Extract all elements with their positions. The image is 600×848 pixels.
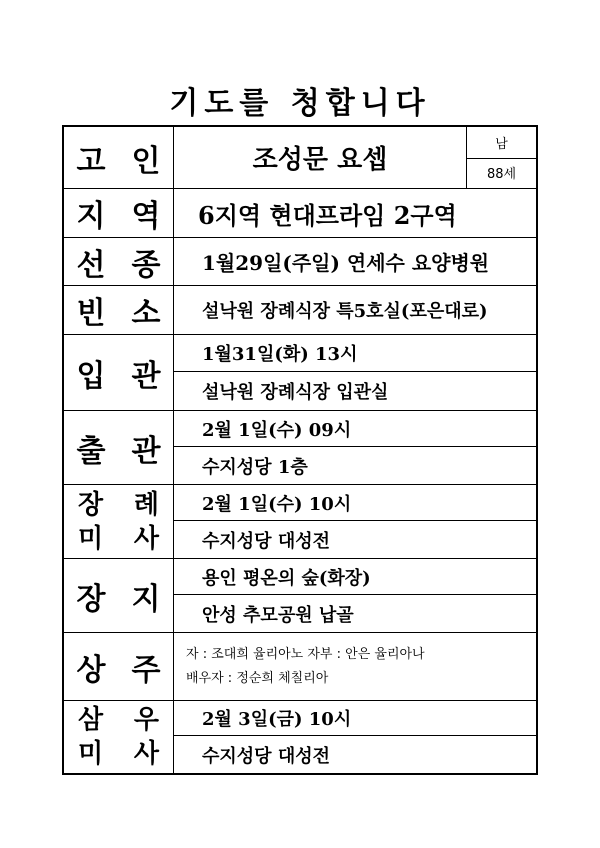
label-encoffin: 입 관	[64, 335, 174, 410]
label-line-1: 장 례	[78, 489, 159, 520]
death-value: 1월29일(주일) 연세수 요양병원	[202, 251, 490, 275]
row-encoffin	[64, 335, 536, 411]
third-day-mass-cells	[174, 701, 536, 773]
label-mortuary: 빈 소	[64, 286, 174, 334]
third-day-mass-time: 2월 3일(금) 10시	[174, 701, 536, 736]
third-day-mass-place: 수지성당 대성전	[202, 746, 330, 767]
region-value: 6지역 현대프라임 2구역	[198, 200, 457, 230]
deceased-name: 조성문 요셉	[252, 145, 388, 175]
funeral-mass-cells	[174, 485, 536, 558]
burial-line-1: 용인 평온의 숲(화장)	[174, 559, 536, 595]
gender-value: 남	[467, 127, 536, 159]
label-burial: 장 지	[64, 559, 174, 632]
label-third-day-mass	[64, 701, 174, 773]
departure-time: 2월 1일(수) 09시	[174, 411, 536, 447]
burial-line-2: 안성 추모공원 납골	[202, 604, 354, 626]
row-burial	[64, 559, 536, 633]
row-funeral-mass	[64, 485, 536, 559]
row-mourners	[64, 633, 536, 701]
encoffin-place: 설낙원 장례식장 입관실	[202, 382, 389, 403]
row-deceased	[64, 127, 536, 189]
label-region: 지 역	[64, 189, 174, 237]
label-line-1: 삼 우	[78, 705, 159, 735]
mourners-list	[174, 633, 536, 700]
encoffin-cells	[174, 335, 536, 410]
mourners-line-2: 배우자 : 정순희 체칠리아	[186, 670, 329, 686]
row-death	[64, 238, 536, 286]
label-death: 선 종	[64, 238, 174, 285]
label-funeral-mass	[64, 485, 174, 558]
label-deceased: 고 인	[64, 127, 174, 188]
mortuary-value: 설낙원 장례식장 특5호실(포은대로)	[202, 301, 488, 322]
departure-place: 수지성당 1층	[202, 456, 308, 478]
mourners-line-1: 자 : 조대희 율리아노 자부 : 안은 율리아나	[186, 646, 425, 662]
row-mortuary	[64, 286, 536, 335]
row-departure	[64, 411, 536, 485]
row-third-day-mass	[64, 701, 536, 773]
departure-cells	[174, 411, 536, 484]
gender-age-cell	[466, 127, 536, 188]
age-value: 88세	[486, 167, 517, 183]
page-title: 기도를 청합니다	[169, 86, 431, 121]
notice-table	[62, 125, 538, 775]
label-departure: 출 관	[64, 411, 174, 484]
row-region	[64, 189, 536, 238]
funeral-mass-time: 2월 1일(수) 10시	[174, 485, 536, 521]
label-line-2: 미 사	[78, 523, 159, 554]
label-mourners: 상 주	[64, 633, 174, 700]
funeral-mass-place: 수지성당 대성전	[202, 530, 330, 552]
burial-cells	[174, 559, 536, 632]
encoffin-time: 1월31일(화) 13시	[174, 335, 536, 372]
label-line-2: 미 사	[78, 739, 159, 769]
